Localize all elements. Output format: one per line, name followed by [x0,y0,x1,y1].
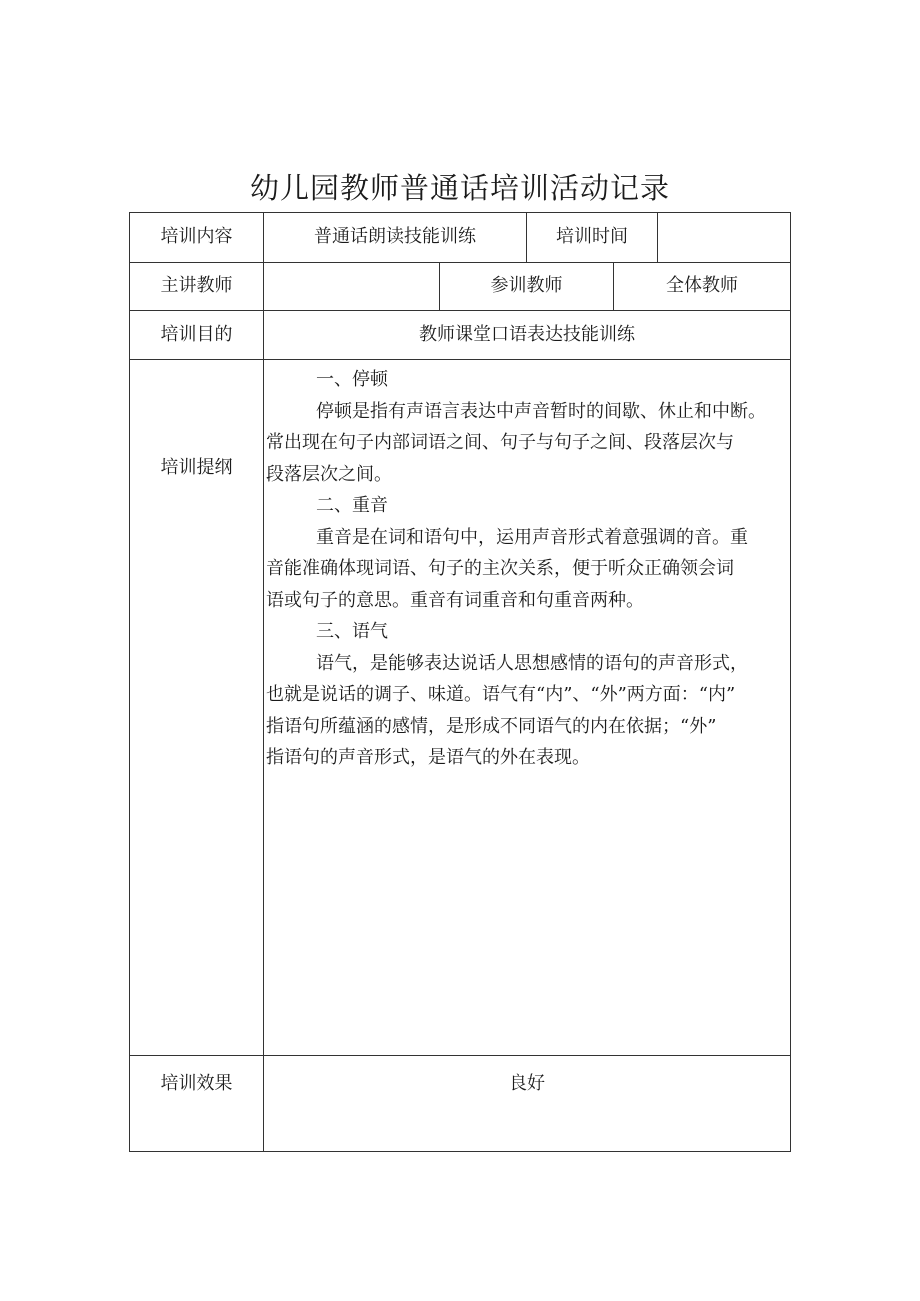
participants-label: 参训教师 [490,275,563,296]
participants-value: 全体教师 [666,275,738,296]
training-time-label: 培训时间 [556,226,628,247]
row-divider [129,359,791,360]
training-effect-value: 良好 [509,1073,545,1094]
outline-heading: 一、停顿 [316,369,388,390]
outline-line: 重音是在词和语句中，运用声音形式着意强调的音。重 [316,526,748,548]
training-purpose-value: 教师课堂口语表达技能训练 [419,324,635,345]
page-title: 幼儿园教师普通话培训活动记录 [249,171,670,205]
lecturer-label: 主讲教师 [160,275,233,296]
outline-line: 语气，是能够表达说话人思想感情的语句的声音形式， [316,652,748,674]
outline-line: 语或句子的意思。重音有词重音和句重音两种。 [266,589,644,611]
outline-line: 常出现在句子内部词语之间、句子与句子之间、段落层次与 [266,432,734,453]
row-divider [129,262,791,263]
outline-heading: 二、重音 [316,495,388,516]
outline-line: 段落层次之间。 [266,463,392,485]
outline-line: 音能准确体现词语、句子的主次关系，便于听众正确领会词 [266,558,734,579]
outline-line: 指语句的声音形式，是语气的外在表现。 [266,747,590,768]
outline-heading: 三、语气 [316,621,388,642]
column-divider [657,212,658,262]
training-content-label: 培训内容 [160,226,233,247]
training-outline-body [266,364,790,774]
training-outline-label: 培训提纲 [160,457,233,478]
training-effect-label: 培训效果 [160,1073,233,1094]
outline-line: 指语句所蕴涵的感情，是形成不同语气的内在依据；“外” [266,715,717,737]
training-purpose-label: 培训目的 [160,324,233,345]
label-column-divider [263,212,264,1152]
outline-line: 也就是说话的调子、味道。语气有“内”、“外”两方面：“内” [266,684,736,705]
outline-line: 停顿是指有声语言表达中声音暂时的间歇、休止和中断。 [316,400,766,422]
training-content-value: 普通话朗读技能训练 [314,226,476,247]
row-divider [129,1055,791,1056]
row-divider [129,310,791,311]
